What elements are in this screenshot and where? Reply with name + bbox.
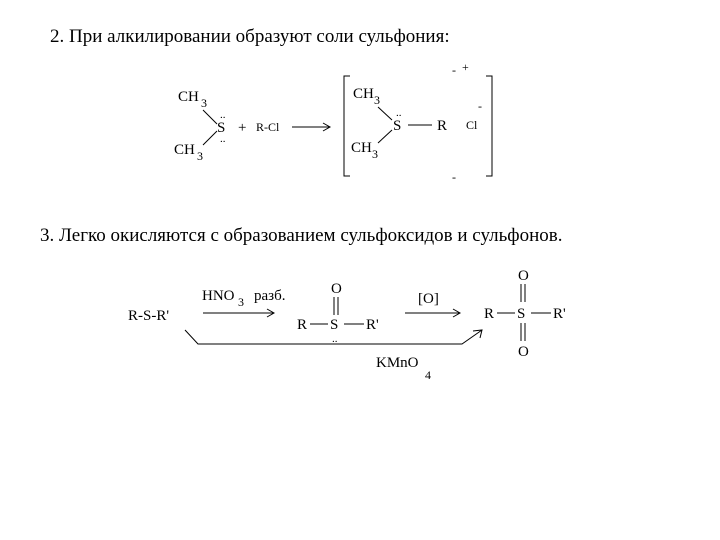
sulfone-r: R	[484, 306, 495, 322]
ch3-top-left-sub: 3	[201, 96, 207, 110]
oxidant-label: [O]	[418, 291, 439, 307]
bracket-right	[486, 76, 492, 176]
reagent-hno3-sub: 3	[238, 295, 244, 309]
ch3-top-right-sub: 3	[374, 93, 380, 107]
lone-pair-top-left: ..	[220, 109, 226, 121]
bracket-bottom-mark: -	[452, 170, 456, 184]
sulfoxide-r-prime: R'	[366, 317, 379, 333]
sulfoxide-oxygen: O	[331, 281, 342, 297]
alt-oxidant-sub: 4	[425, 368, 431, 382]
alt-oxidant: KMnO	[376, 355, 419, 371]
sulfone-r-prime: R'	[553, 306, 566, 322]
bond-s-ch3-bottom-product	[378, 130, 392, 143]
r-group-product: R	[437, 118, 448, 134]
ch3-bottom-left-sub: 3	[197, 149, 203, 163]
sulfur-left: S	[217, 120, 226, 136]
lone-pair-product: ..	[396, 107, 402, 119]
sulfur-right: S	[393, 118, 402, 134]
sulfoxide-lone-pair: ..	[332, 333, 338, 345]
oxidation-scheme	[128, 268, 566, 382]
sulfone-oxygen-bottom: O	[518, 344, 529, 360]
oxidation-heading: 3. Легко окисляются с образованием сульфоксидов и сульфонов.	[40, 225, 563, 246]
ch3-bottom-right-sub: 3	[372, 147, 378, 161]
reagent-condition: разб.	[254, 288, 286, 304]
cation-charge-plus: +	[462, 60, 469, 74]
reagent-rcl: R-Cl	[256, 120, 280, 134]
sulfoxide-sulfur: S	[330, 317, 339, 333]
ch3-top-left: CH	[178, 89, 199, 105]
alkylation-scheme	[174, 60, 492, 184]
alkylation-heading: 2. При алкилировании образуют соли сульфония:	[50, 26, 450, 47]
chloride-charge: -	[478, 99, 482, 113]
plus-sign: +	[238, 120, 247, 136]
sulfide-reactant: R-S-R'	[128, 308, 170, 324]
cation-charge-minus: -	[452, 63, 456, 77]
bond-s-ch3-top-product	[378, 107, 392, 120]
bond-s-ch3-bottom	[203, 131, 217, 145]
sulfone-sulfur: S	[517, 306, 526, 322]
sulfone-oxygen-top: O	[518, 268, 529, 284]
ch3-top-right: CH	[353, 86, 374, 102]
chloride-ion: Cl	[466, 118, 478, 132]
bond-s-ch3-top	[203, 110, 217, 124]
sulfoxide-r: R	[297, 317, 308, 333]
reagent-hno3: HNO	[202, 288, 235, 304]
lone-pair-bottom-left: ..	[220, 133, 226, 145]
bracket-left	[344, 76, 350, 176]
ch3-bottom-right: CH	[351, 140, 372, 156]
ch3-bottom-left: CH	[174, 142, 195, 158]
